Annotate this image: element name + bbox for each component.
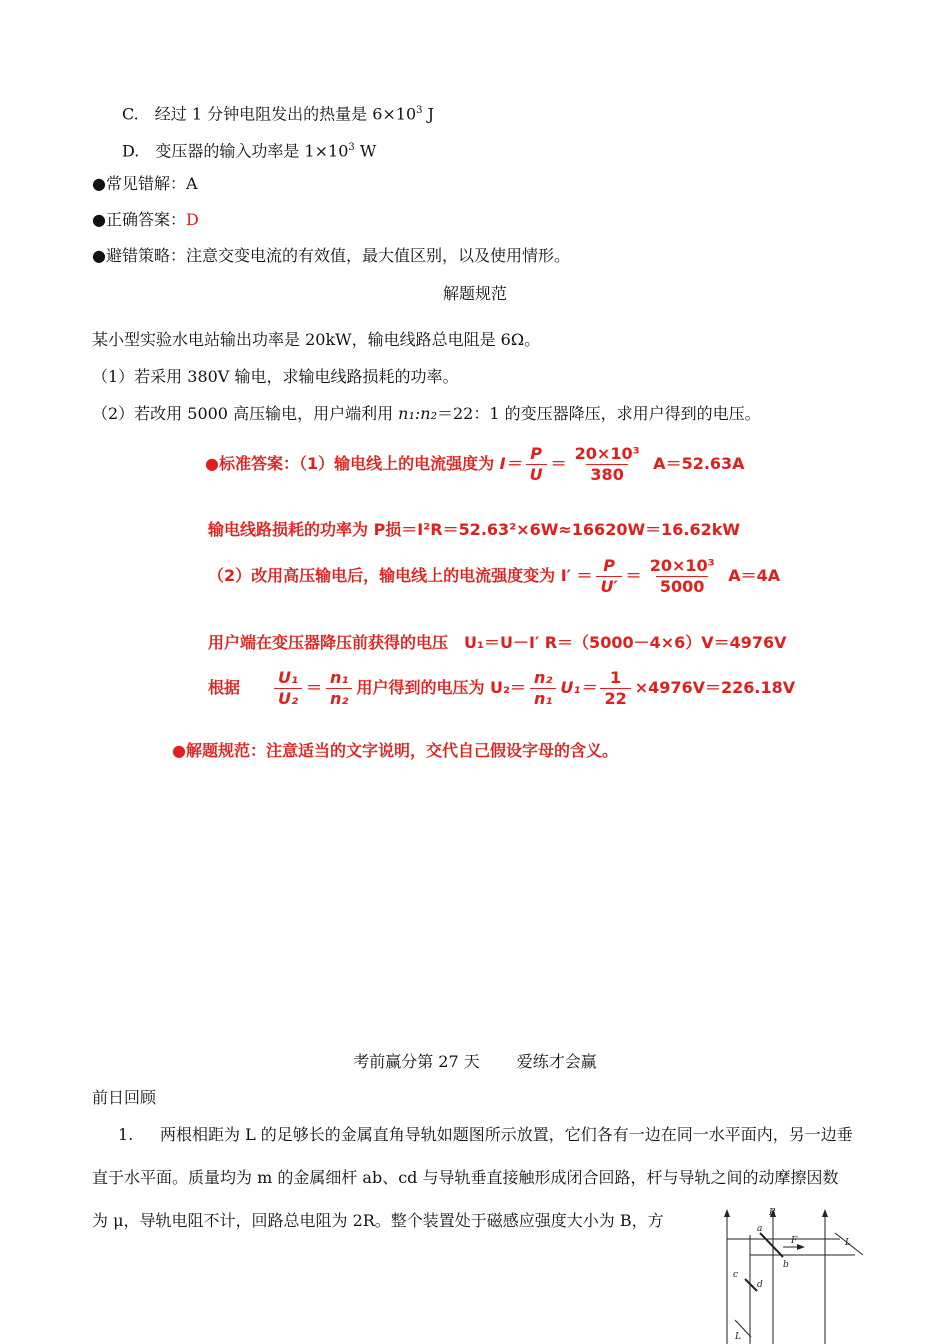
problem-stem: 某小型实验水电站输出功率是 20kW，输电线路总电阻是 6Ω。 — [92, 330, 541, 349]
frac-den: 380 — [586, 464, 627, 485]
solution-line-1 — [205, 444, 745, 485]
solution-l5-post: ×4976V＝226.18V — [634, 678, 796, 697]
correct-answer — [92, 210, 199, 230]
problem-q2-ratio: n₁:n₂ — [398, 404, 437, 423]
correct-answer-value: D — [185, 210, 199, 229]
label-d: d — [757, 1280, 763, 1290]
rod-cd — [745, 1279, 757, 1291]
arrow-head-b2 — [822, 1209, 828, 1217]
label-c: c — [733, 1270, 739, 1280]
option-c-exp: 3 — [416, 105, 423, 116]
question-text-1: 两根相距为 L 的足够长的金属直角导轨如题图所示放置，它们各有一边在同一水平面内，另一边垂 — [160, 1125, 853, 1144]
solution-line-3 — [208, 556, 780, 597]
avoid-error-strategy: ●避错策略：注意交变电流的有效值，最大值区别，以及使用情形。 — [92, 246, 570, 265]
fraction-p-over-u-prime — [596, 556, 621, 597]
option-c-text: C. 经过 1 分钟电阻发出的热量是 6×10 — [122, 104, 417, 124]
frac-den: U — [526, 464, 547, 485]
frac-den: 5000 — [656, 576, 709, 597]
frac-num: P — [603, 556, 615, 575]
label-b-field: B — [769, 1208, 776, 1218]
common-error-value: A — [185, 174, 198, 193]
option-c-unit: J — [422, 104, 435, 124]
label-l-right: L — [845, 1238, 851, 1248]
option-c — [122, 101, 434, 124]
solution-norm: ●解题规范：注意适当的文字说明，交代自己假设字母的含义。 — [172, 741, 618, 760]
frac-num: U₁ — [278, 668, 299, 687]
problem-q2-post: ＝22：1 的变压器降压，求用户得到的电压。 — [437, 404, 761, 423]
rail-figure — [705, 1205, 870, 1344]
review-label: 前日回顾 — [92, 1088, 157, 1107]
frac-den: n₁ — [530, 688, 556, 709]
question-number: 1. — [118, 1125, 134, 1144]
question-text-3: 为 μ，导轨电阻不计，回路总电阻为 2R。整个装置处于磁感应强度大小为 B，方 — [92, 1211, 664, 1230]
solution-l3-post: A＝4A — [722, 566, 781, 585]
label-f: F — [791, 1236, 798, 1246]
solution-l1-pre: ●标准答案：（1）输电线上的电流强度为 — [205, 454, 500, 473]
frac-num: P — [530, 444, 542, 463]
question-text-2: 直于水平面。质量均为 m 的金属细杆 ab、cd 与导轨垂直接触形成闭合回路，杆与导轨之间的动摩擦因数 — [92, 1168, 839, 1187]
solution-l5-pre: 根据 — [208, 678, 241, 697]
frac-num: 20×10³ — [649, 556, 715, 575]
option-d-text: D. 变压器的输入功率是 1×10 — [122, 141, 349, 161]
arrow-head-left — [724, 1209, 730, 1217]
solution-line-2: 输电线路损耗的功率为 P损＝I²R＝52.63²×6W≈16620W＝16.62kW — [208, 520, 741, 539]
problem-q2 — [92, 404, 761, 424]
solution-l1-post: A＝52.63A — [647, 454, 745, 473]
fraction-one-over-22 — [600, 668, 630, 709]
option-d-unit: W — [354, 141, 377, 161]
problem-q1: （1）若采用 380V 输电，求输电线路损耗的功率。 — [92, 367, 459, 386]
solution-l3-eq: ＝ — [625, 566, 642, 585]
fraction-p-over-u — [526, 444, 547, 485]
frac-num: n₂ — [534, 668, 553, 687]
fraction-u1-over-u2 — [274, 668, 302, 709]
frac-num: 20×10³ — [574, 444, 640, 463]
frac-den: n₂ — [326, 688, 352, 709]
frac-den: U₂ — [274, 688, 302, 709]
arrow-head-force — [797, 1244, 805, 1250]
solution-l5-mid: 用户得到的电压为 U₂＝ — [356, 678, 527, 697]
solution-l1-var: I＝ — [499, 454, 522, 473]
solution-line-5 — [208, 668, 795, 709]
frac-den: U′ — [596, 576, 621, 597]
solution-l1-eq: ＝ — [550, 454, 567, 473]
option-d — [122, 138, 376, 161]
problem-q2-pre: （2）若改用 5000 高压输电，用户端利用 — [92, 404, 399, 423]
solution-l5-eq: ＝ — [306, 678, 323, 697]
label-l-bottom: L — [735, 1332, 741, 1342]
fraction-n2-over-n1 — [530, 668, 556, 709]
fraction-n1-over-n2 — [326, 668, 352, 709]
solution-l3-pre: （2）改用高压输电后，输电线上的电流强度变为 I′ ＝ — [208, 566, 593, 585]
label-b: b — [783, 1260, 789, 1270]
frac-num: 1 — [610, 668, 622, 687]
common-error — [92, 174, 198, 194]
option-d-exp: 3 — [348, 142, 355, 153]
fraction-power-over-5000 — [646, 556, 719, 597]
solution-l5-u1: U₁＝ — [560, 678, 597, 697]
day-header: 考前赢分第 27 天 爱练才会赢 — [353, 1052, 597, 1071]
fraction-power-over-voltage — [571, 444, 644, 485]
solution-line-4: 用户端在变压器降压前获得的电压 U₁＝U－I′ R＝（5000－4×6）V＝4976V — [208, 633, 787, 652]
section-title: 解题规范 — [442, 284, 507, 303]
rod-ab — [760, 1233, 783, 1257]
frac-num: n₁ — [330, 668, 349, 687]
frac-den: 22 — [600, 688, 630, 709]
correct-answer-label: ●正确答案： — [92, 210, 186, 229]
common-error-label: ●常见错解： — [92, 174, 186, 193]
label-a: a — [757, 1224, 763, 1234]
